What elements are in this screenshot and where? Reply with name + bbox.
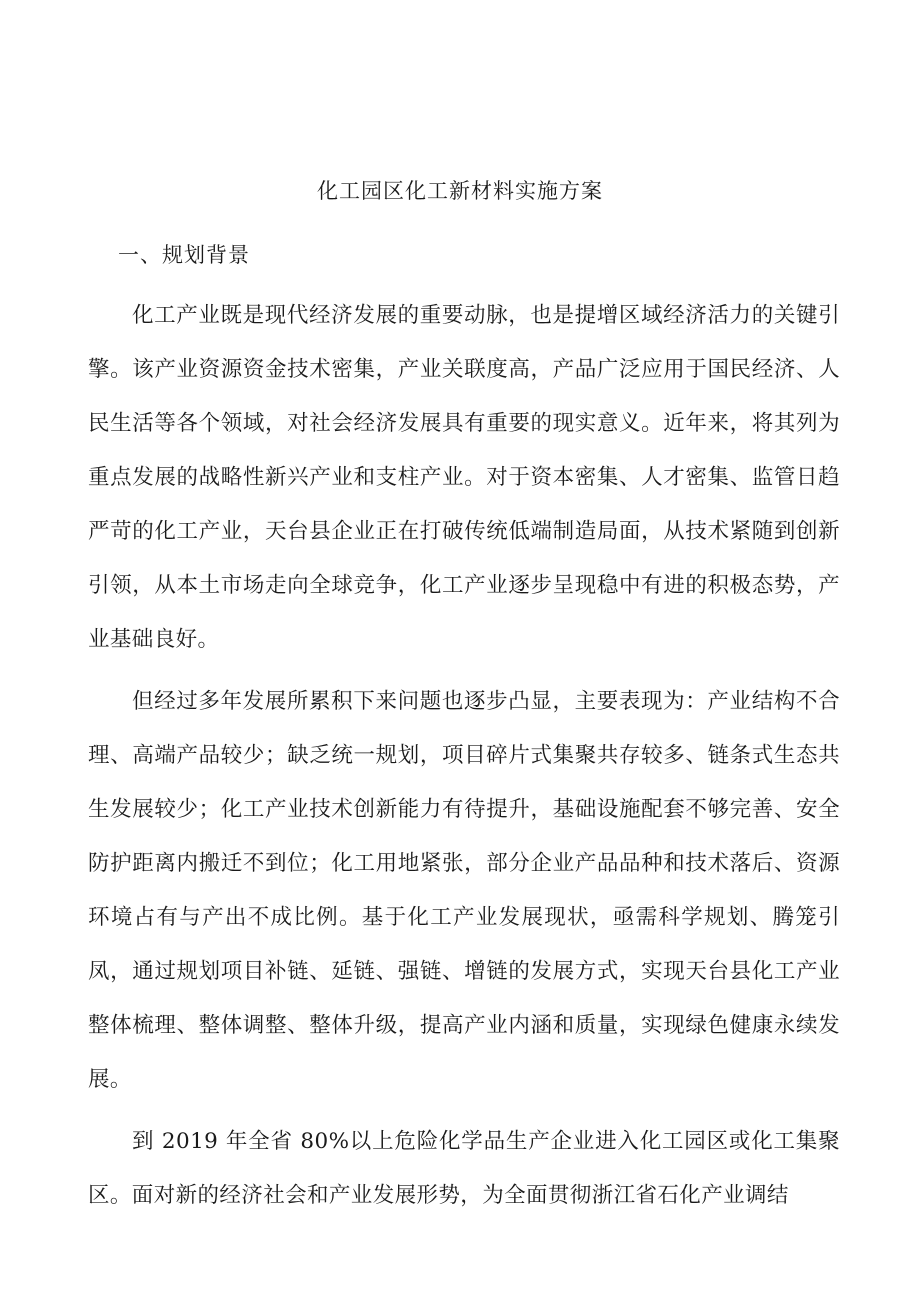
- section-heading: 一、规划背景: [118, 243, 250, 267]
- paragraph: 但经过多年发展所累积下来问题也逐步凸显，主要表现为：产业结构不合理、高端产品较少；缺乏统一规划，项目碎片式集聚共存较多、链条式生态共生发展较少；化工产业技术创新能力有待提升，基础设施配套不够完善、安全防护距离内搬迁不到位；化工用地紧张，部分企业产品品种和技术落后、资源环境占有与产出不成比例。基于化工产业发展现状，亟需科学规划、腾笼引凤，通过规划项目补链、延链、强链、增链的发展方式，实现天台县化工产业整体梳理、整体调整、整体升级，提高产业内涵和质量，实现绿色健康永续发展。: [88, 689, 840, 1092]
- paragraph: 到 2019 年全省 80%以上危险化学品生产企业进入化工园区或化工集聚区。面对新的经济社会和产业发展形势，为全面贯彻浙江省石化产业调结: [88, 1129, 840, 1208]
- document-body: [88, 289, 840, 1231]
- document-title: 化工园区化工新材料实施方案: [317, 179, 603, 203]
- paragraph: 化工产业既是现代经济发展的重要动脉，也是提增区域经济活力的关键引擎。该产业资源资金技术密集，产业关联度高，产品广泛应用于国民经济、人民生活等各个领域，对社会经济发展具有重要的现实意义。近年来，将其列为重点发展的战略性新兴产业和支柱产业。对于资本密集、人才密集、监管日趋严苛的化工产业，天台县企业正在打破传统低端制造局面，从技术紧随到创新引领，从本土市场走向全球竞争，化工产业逐步呈现稳中有进的积极态势，产业基础良好。: [88, 303, 840, 652]
